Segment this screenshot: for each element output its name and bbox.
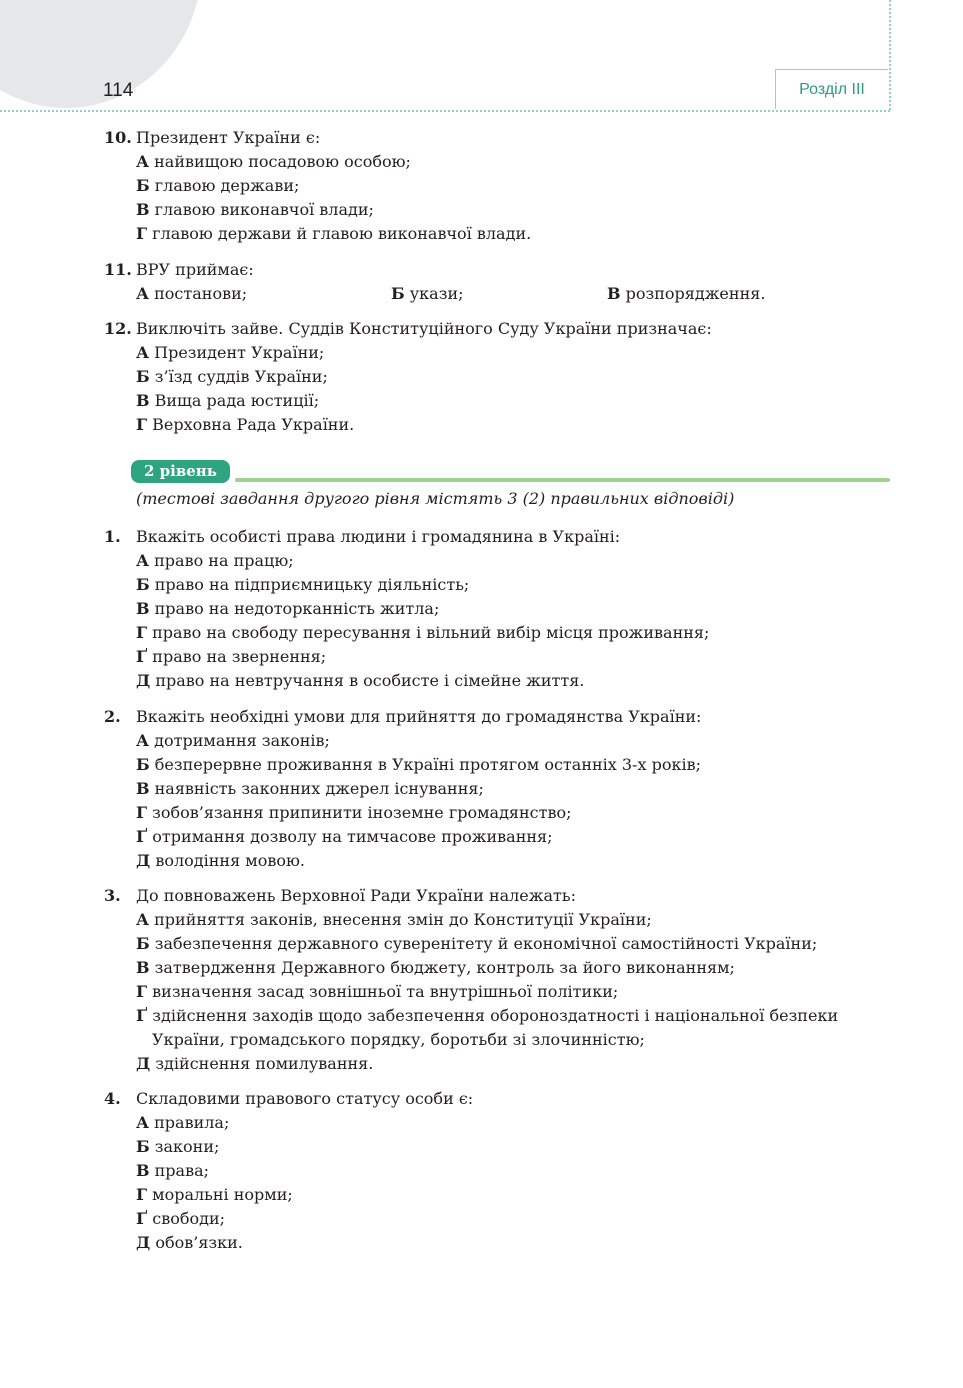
option-h: Г визначення засад зовнішньої та внутрішньої політики; [136,982,619,1001]
option-d: Д володіння мовою. [136,851,305,870]
header-vertical-divider [889,0,891,110]
question-number: 11. [104,260,132,279]
level-badge: 2 рівень [131,460,230,483]
question-number: 12. [104,319,132,338]
question-number: 10. [104,128,132,147]
question-text: Вкажіть необхідні умови для прийняття до громадянства України: [136,707,702,726]
option-g: Ґ свободи; [136,1209,226,1228]
question-4 [104,1087,904,1255]
option-b: Б закони; [136,1137,220,1156]
option-v: В право на недоторканність житла; [136,599,440,618]
option-h: Г моральні норми; [136,1185,293,1204]
question-1 [104,525,904,693]
corner-decoration [0,0,202,108]
option-a: А правила; [136,1113,230,1132]
question-text: Складовими правового статусу особи є: [136,1089,474,1108]
question-2 [104,705,904,873]
question-number: 3. [104,886,121,905]
question-number: 1. [104,527,121,546]
question-11 [104,258,904,306]
option-d: Д право на невтручання в особисте і сімейне життя. [136,671,585,690]
question-number: 2. [104,707,121,726]
question-12 [104,317,904,437]
question-number: 4. [104,1089,121,1108]
option-v: В розпорядження. [607,284,766,303]
question-10 [104,126,904,246]
option-a: А постанови; [136,284,248,303]
option-a: А дотримання законів; [136,731,330,750]
question-text: ВРУ приймає: [136,260,254,279]
option-d: Д здійснення помилування. [136,1054,374,1073]
option-b: Б укази; [391,284,464,303]
option-h: Г главою держави й главою виконавчої влади. [136,224,532,243]
level-divider [235,478,890,482]
option-b: Б главою держави; [136,176,300,195]
option-a: А право на працю; [136,551,294,570]
option-v: В главою виконавчої влади; [136,200,374,219]
option-g: Ґ здійснення заходів щодо забезпечення обороноздатності і національної безпеки України, громадського порядку, боротьби зі злочинністю; [136,1006,839,1049]
question-3 [104,884,904,1076]
option-a: А прийняття законів, внесення змін до Конституції України; [136,910,652,929]
option-b: Б з’їзд суддів України; [136,367,328,386]
option-h: Г зобов’язання припинити іноземне громадянство; [136,803,572,822]
question-text: Президент України є: [136,128,321,147]
level-subtitle: (тестові завдання другого рівня містять 3 (2) правильних відповіді) [136,489,735,508]
option-a: А Президент України; [136,343,325,362]
option-v: В Вища рада юстиції; [136,391,320,410]
option-b: Б забезпечення державного суверенітету й економічної самостійності України; [136,934,818,953]
question-text: Вкажіть особисті права людини і громадянина в Україні: [136,527,621,546]
header-divider [0,110,890,112]
option-d: Д обов’язки. [136,1233,243,1252]
option-g: Ґ право на звернення; [136,647,327,666]
option-v: В права; [136,1161,210,1180]
option-b: Б право на підприємницьку діяльність; [136,575,470,594]
question-text: Виключіть зайве. Суддів Конституційного Суду України призначає: [136,319,712,338]
page-number: 114 [103,80,134,101]
option-h: Г Верховна Рада України. [136,415,355,434]
section-label: Розділ ІІІ [775,69,888,109]
option-h: Г право на свободу пересування і вільний вибір місця проживання; [136,623,710,642]
option-a: А найвищою посадовою особою; [136,152,411,171]
option-v: В затвердження Державного бюджету, контроль за його виконанням; [136,958,735,977]
option-v: В наявність законних джерел існування; [136,779,484,798]
option-g: Ґ отримання дозволу на тимчасове проживання; [136,827,553,846]
question-text: До повноважень Верховної Ради України належать: [136,886,576,905]
option-b: Б безперервне проживання в Україні протягом останніх 3-х років; [136,755,701,774]
